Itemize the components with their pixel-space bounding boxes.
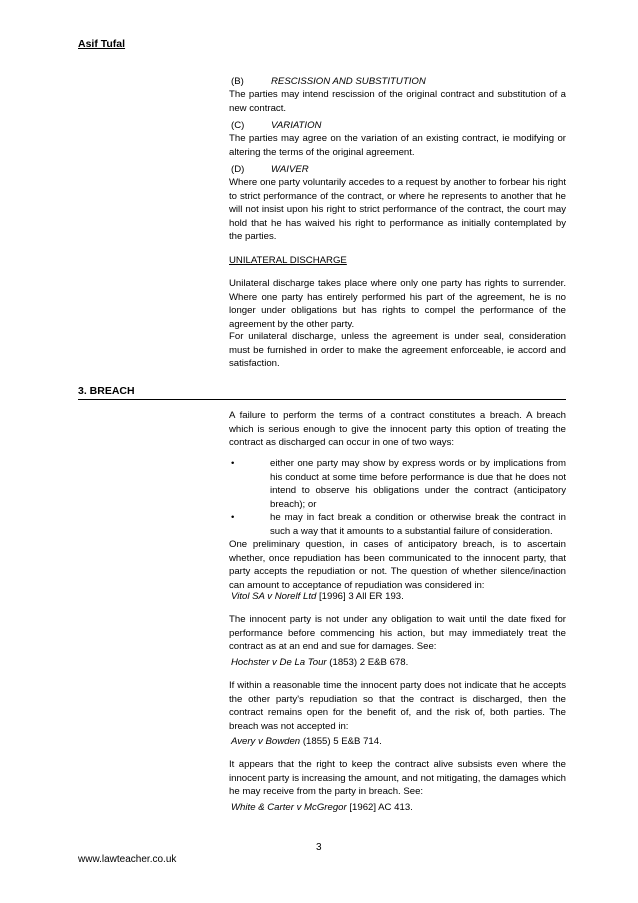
unilateral-heading: UNILATERAL DISCHARGE (229, 255, 347, 266)
subsection-b-heading (229, 75, 566, 89)
case-citation (229, 801, 568, 815)
subsection-d-title: WAIVER (271, 164, 309, 175)
list-item (229, 457, 566, 511)
case-name: White & Carter v McGregor (231, 802, 347, 813)
list-item (229, 511, 566, 538)
header-author: Asif Tufal (78, 38, 126, 50)
case-name: Vitol SA v Norelf Ltd (231, 591, 317, 602)
case-citation (229, 590, 568, 604)
subsection-c-heading (229, 119, 566, 133)
subsection-b-body: The parties may intend rescission of the original contract and substitution of a new contract. (229, 89, 566, 114)
bullet-text: either one party may show by express words or by implications from his conduct at some time before performance is due that he does not intend to observe his obligations under the contract (anticipatory breach); or (270, 458, 566, 510)
breach-intro: A failure to perform the terms of a contract constitutes a breach. A breach which is serious enough to give the innocent party this option of treating the contract as discharged can occur in one of two ways: (229, 410, 566, 449)
case-reference: [1996] 3 All ER 193. (316, 591, 404, 602)
breach-within-paragraph: If within a reasonable time the innocent party does not indicate that he accepts the other party's repudiation so that the contract is discharged, then the contract remains open for the benefit of, and the risk of, both parties. The breach was not accepted in: (229, 680, 566, 732)
case-citation (229, 735, 568, 749)
unilateral-paragraph-2: For unilateral discharge, unless the agreement is under seal, consideration must be furnished in order to make the agreement enforceable, ie accord and satisfaction. (229, 331, 566, 370)
section-heading-breach: 3. BREACH (78, 385, 135, 397)
subsection-c-title: VARIATION (271, 120, 322, 131)
subsection-b-label: (B) (231, 76, 244, 87)
case-reference: (1855) 5 E&B 714. (300, 736, 382, 747)
subsection-d-body: Where one party voluntarily accedes to a request by another to forbear his right to strict performance of the contract, or where he represents to another that he will not insist upon his right to strict performance of the contract, the court may hold that he has waived his right to performance as initially contemplated by the parties. (229, 177, 566, 243)
section-divider (78, 399, 566, 400)
subsection-d-label: (D) (231, 164, 245, 175)
breach-alive-paragraph: It appears that the right to keep the contract alive subsists even where the innocent party is increasing the amount, and not mitigating, the damages which he may receive from the party in breach. See: (229, 759, 566, 798)
unilateral-paragraph-1: Unilateral discharge takes place where only one party has rights to surrender. Where one party has entirely performed his part of the agreement, he is no longer under obligations but has rights to compel the performance of the agreement by the other party. (229, 278, 566, 330)
subsection-c-label: (C) (231, 120, 245, 131)
bullet-icon: • (231, 512, 235, 524)
case-reference: (1853) 2 E&B 678. (326, 657, 409, 668)
bullet-icon: • (231, 458, 235, 469)
subsection-b-title: RESCISSION AND SUBSTITUTION (271, 76, 426, 87)
case-name: Avery v Bowden (231, 736, 301, 747)
breach-question-paragraph: One preliminary question, in cases of anticipatory breach, is to ascertain whether, once repudiation has been communicated to the innocent party, that party accepts the repudiation or not. The question of whether silence/inaction can amount to acceptance of repudiation was considered in: (229, 539, 566, 591)
subsection-c-body: The parties may agree on the variation of an existing contract, ie modifying or altering the terms of the original agreement. (229, 133, 566, 158)
case-name: Hochster v De La Tour (231, 657, 327, 668)
subsection-d-heading (229, 163, 566, 177)
page-number: 3 (316, 842, 322, 853)
case-reference: [1962] AC 413. (346, 802, 413, 813)
footer-website-link[interactable]: www.lawteacher.co.uk (78, 854, 177, 865)
case-citation (229, 656, 568, 670)
breach-bullet-list (229, 457, 566, 539)
bullet-text: he may in fact break a condition or otherwise break the contract in such a way that it amounts to a substantial failure of consideration. (270, 512, 566, 537)
breach-innocent-paragraph: The innocent party is not under any obligation to wait until the date fixed for performance before commencing his action, but may immediately treat the contract as at an end and sue for damages. See: (229, 614, 566, 653)
